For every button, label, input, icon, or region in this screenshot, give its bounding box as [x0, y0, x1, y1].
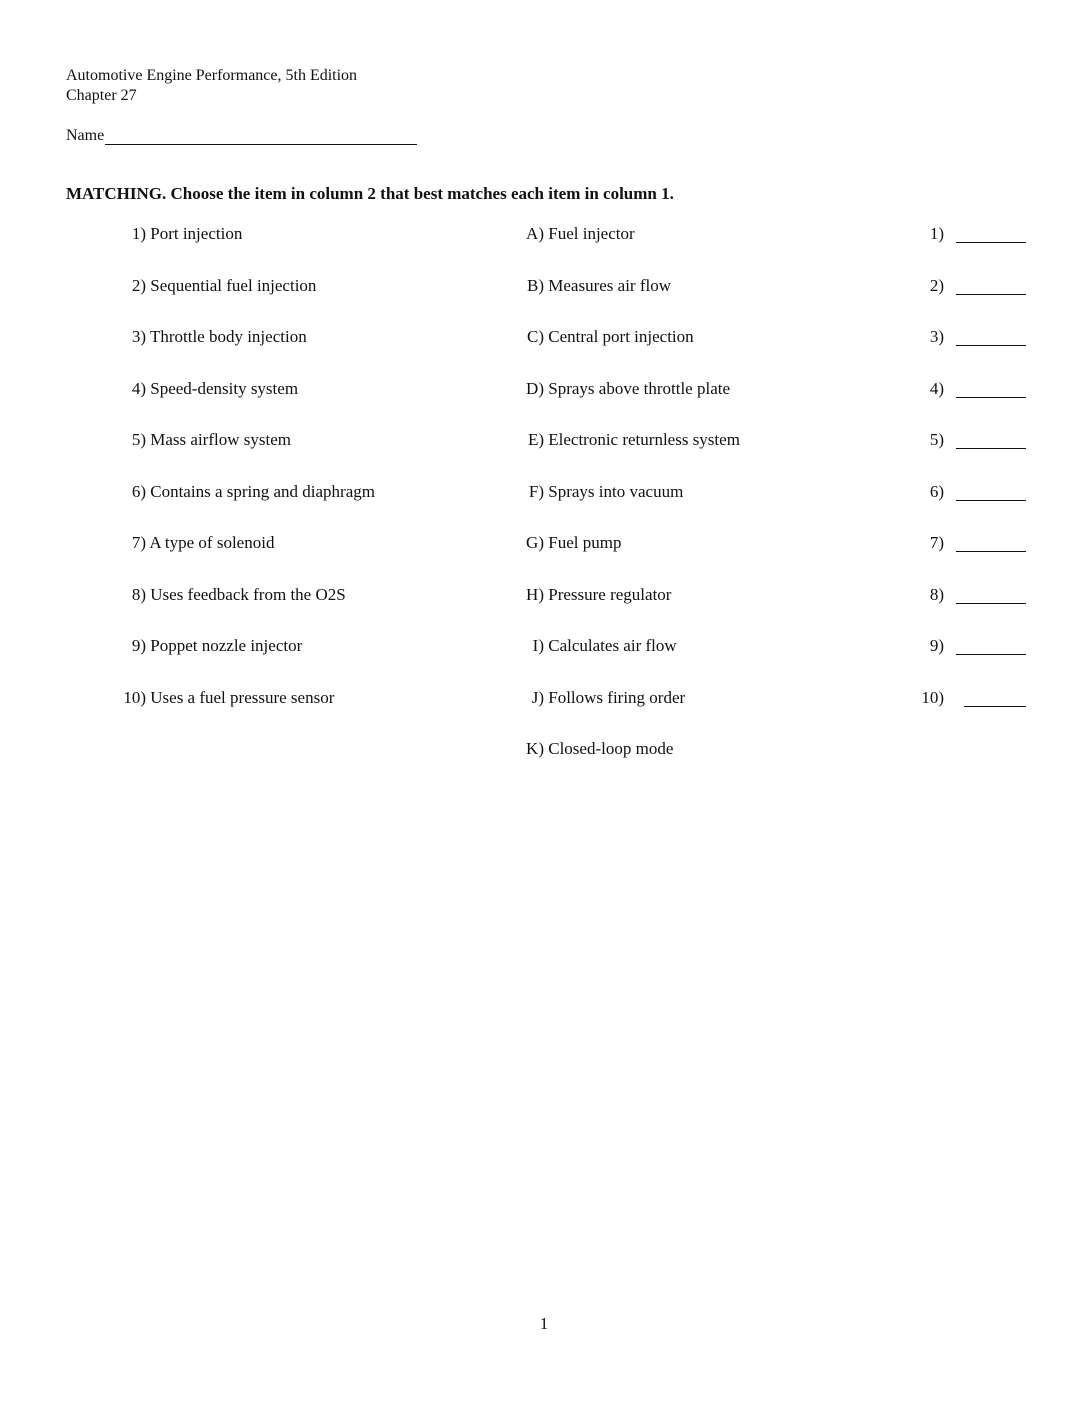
column2-item	[508, 274, 868, 298]
column1-item-text: Throttle body injection	[149, 327, 307, 346]
answer-slot	[900, 634, 1026, 658]
answer-blank[interactable]	[956, 242, 1026, 243]
answer-slot	[900, 480, 1026, 504]
column1-item	[110, 634, 510, 658]
answer-number: 3)	[929, 327, 944, 346]
answer-number: 2)	[929, 276, 944, 295]
name-field[interactable]	[105, 124, 417, 145]
column2-item	[508, 634, 868, 658]
column1-item	[110, 480, 510, 504]
column1-item-text: Contains a spring and diaphragm	[150, 482, 375, 501]
column2-item-text: Fuel pump	[548, 533, 622, 552]
matching-row	[0, 428, 1088, 452]
column1-item-text: Sequential fuel injection	[150, 276, 317, 295]
column2-item-letter: I)	[532, 636, 544, 655]
matching-row	[0, 274, 1088, 298]
column1-item-number: 3)	[131, 327, 146, 346]
column2-item-text: Sprays into vacuum	[548, 482, 684, 501]
document-title: Automotive Engine Performance, 5th Edition	[66, 67, 358, 84]
column1-item	[110, 531, 510, 555]
page-number: 1	[539, 1314, 549, 1333]
matching-row	[0, 634, 1088, 658]
answer-slot	[900, 325, 1026, 349]
answer-number: 1)	[929, 224, 944, 243]
column2-item	[508, 531, 868, 555]
column1-item	[110, 222, 510, 246]
column1-item-text: Poppet nozzle injector	[150, 636, 303, 655]
matching-row	[0, 531, 1088, 555]
answer-slot	[900, 686, 1026, 710]
answer-slot	[900, 222, 1026, 246]
column2-item	[508, 686, 868, 710]
column2-item-text: Central port injection	[548, 327, 694, 346]
answer-blank[interactable]	[956, 603, 1026, 604]
answer-blank[interactable]	[956, 294, 1026, 295]
column2-item	[508, 377, 868, 401]
column1-item	[110, 686, 510, 710]
column2-item-text: Calculates air flow	[548, 636, 677, 655]
column2-item-letter: K)	[526, 739, 544, 758]
chapter-label: Chapter 27	[66, 87, 137, 104]
answer-blank[interactable]	[956, 654, 1026, 655]
column1-item-number: 1)	[131, 224, 146, 243]
column1-item-text: Speed-density system	[150, 379, 299, 398]
column1-item	[110, 325, 510, 349]
column2-item-letter: F)	[528, 482, 544, 501]
answer-slot	[900, 377, 1026, 401]
matching-row	[0, 583, 1088, 607]
answer-blank[interactable]	[964, 706, 1026, 707]
column1-item-number: 4)	[131, 379, 146, 398]
column1-item	[110, 428, 510, 452]
column2-item	[508, 222, 868, 246]
column2-item-text: Pressure regulator	[548, 585, 672, 604]
column2-item-text: Fuel injector	[548, 224, 635, 243]
answer-number: 7)	[929, 533, 944, 552]
column1-item-number: 6)	[131, 482, 146, 501]
answer-slot	[900, 583, 1026, 607]
column2-item-letter: G)	[526, 533, 544, 552]
column2-item-letter: E)	[527, 430, 544, 449]
matching-row	[0, 325, 1088, 349]
column2-item-text: Measures air flow	[548, 276, 671, 295]
column2-item-letter: D)	[526, 379, 544, 398]
answer-number: 5)	[929, 430, 944, 449]
column2-item	[508, 428, 868, 452]
answer-number: 8)	[929, 585, 944, 604]
column2-item	[508, 583, 868, 607]
answer-slot	[900, 531, 1026, 555]
answer-slot	[900, 428, 1026, 452]
answer-number: 9)	[929, 636, 944, 655]
matching-row	[0, 686, 1088, 710]
answer-blank[interactable]	[956, 448, 1026, 449]
column2-item-letter: H)	[526, 585, 544, 604]
column2-item	[508, 480, 868, 504]
answer-number: 4)	[929, 379, 944, 398]
name-row	[66, 124, 417, 145]
column2-item	[508, 737, 868, 761]
name-label: Name	[66, 127, 105, 144]
column2-item-text: Electronic returnless system	[548, 430, 740, 449]
column1-item-number: 2)	[131, 276, 146, 295]
column1-item-text: Uses a fuel pressure sensor	[150, 688, 335, 707]
column1-item-text: Port injection	[150, 224, 243, 243]
matching-row	[0, 480, 1088, 504]
column1-item-text: Mass airflow system	[150, 430, 291, 449]
column1-item-number: 8)	[131, 585, 146, 604]
column2-item-text: Follows firing order	[548, 688, 686, 707]
matching-row	[0, 377, 1088, 401]
column1-item-number: 5)	[131, 430, 146, 449]
answer-blank[interactable]	[956, 500, 1026, 501]
column1-item-number: 10)	[123, 688, 146, 707]
instructions: MATCHING. Choose the item in column 2 that best matches each item in column 1.	[66, 184, 674, 203]
matching-row	[0, 222, 1088, 246]
column2-item-letter: A)	[526, 224, 544, 243]
answer-slot	[900, 274, 1026, 298]
column2-item	[508, 325, 868, 349]
answer-number: 10)	[921, 688, 944, 707]
answer-number: 6)	[929, 482, 944, 501]
column1-item-number: 9)	[131, 636, 146, 655]
answer-blank[interactable]	[956, 345, 1026, 346]
answer-blank[interactable]	[956, 551, 1026, 552]
column1-item-text: Uses feedback from the O2S	[150, 585, 346, 604]
column2-item-letter: B)	[527, 276, 544, 295]
column1-item-text: A type of solenoid	[149, 533, 275, 552]
column2-item-text: Sprays above throttle plate	[548, 379, 731, 398]
column1-item	[110, 583, 510, 607]
column2-item-text: Closed-loop mode	[548, 739, 674, 758]
column1-item	[110, 377, 510, 401]
column2-item-letter: C)	[527, 327, 544, 346]
column2-item-letter: J)	[531, 688, 544, 707]
column1-item	[110, 274, 510, 298]
matching-row	[0, 737, 1088, 761]
column1-item-number: 7)	[131, 533, 146, 552]
answer-blank[interactable]	[956, 397, 1026, 398]
